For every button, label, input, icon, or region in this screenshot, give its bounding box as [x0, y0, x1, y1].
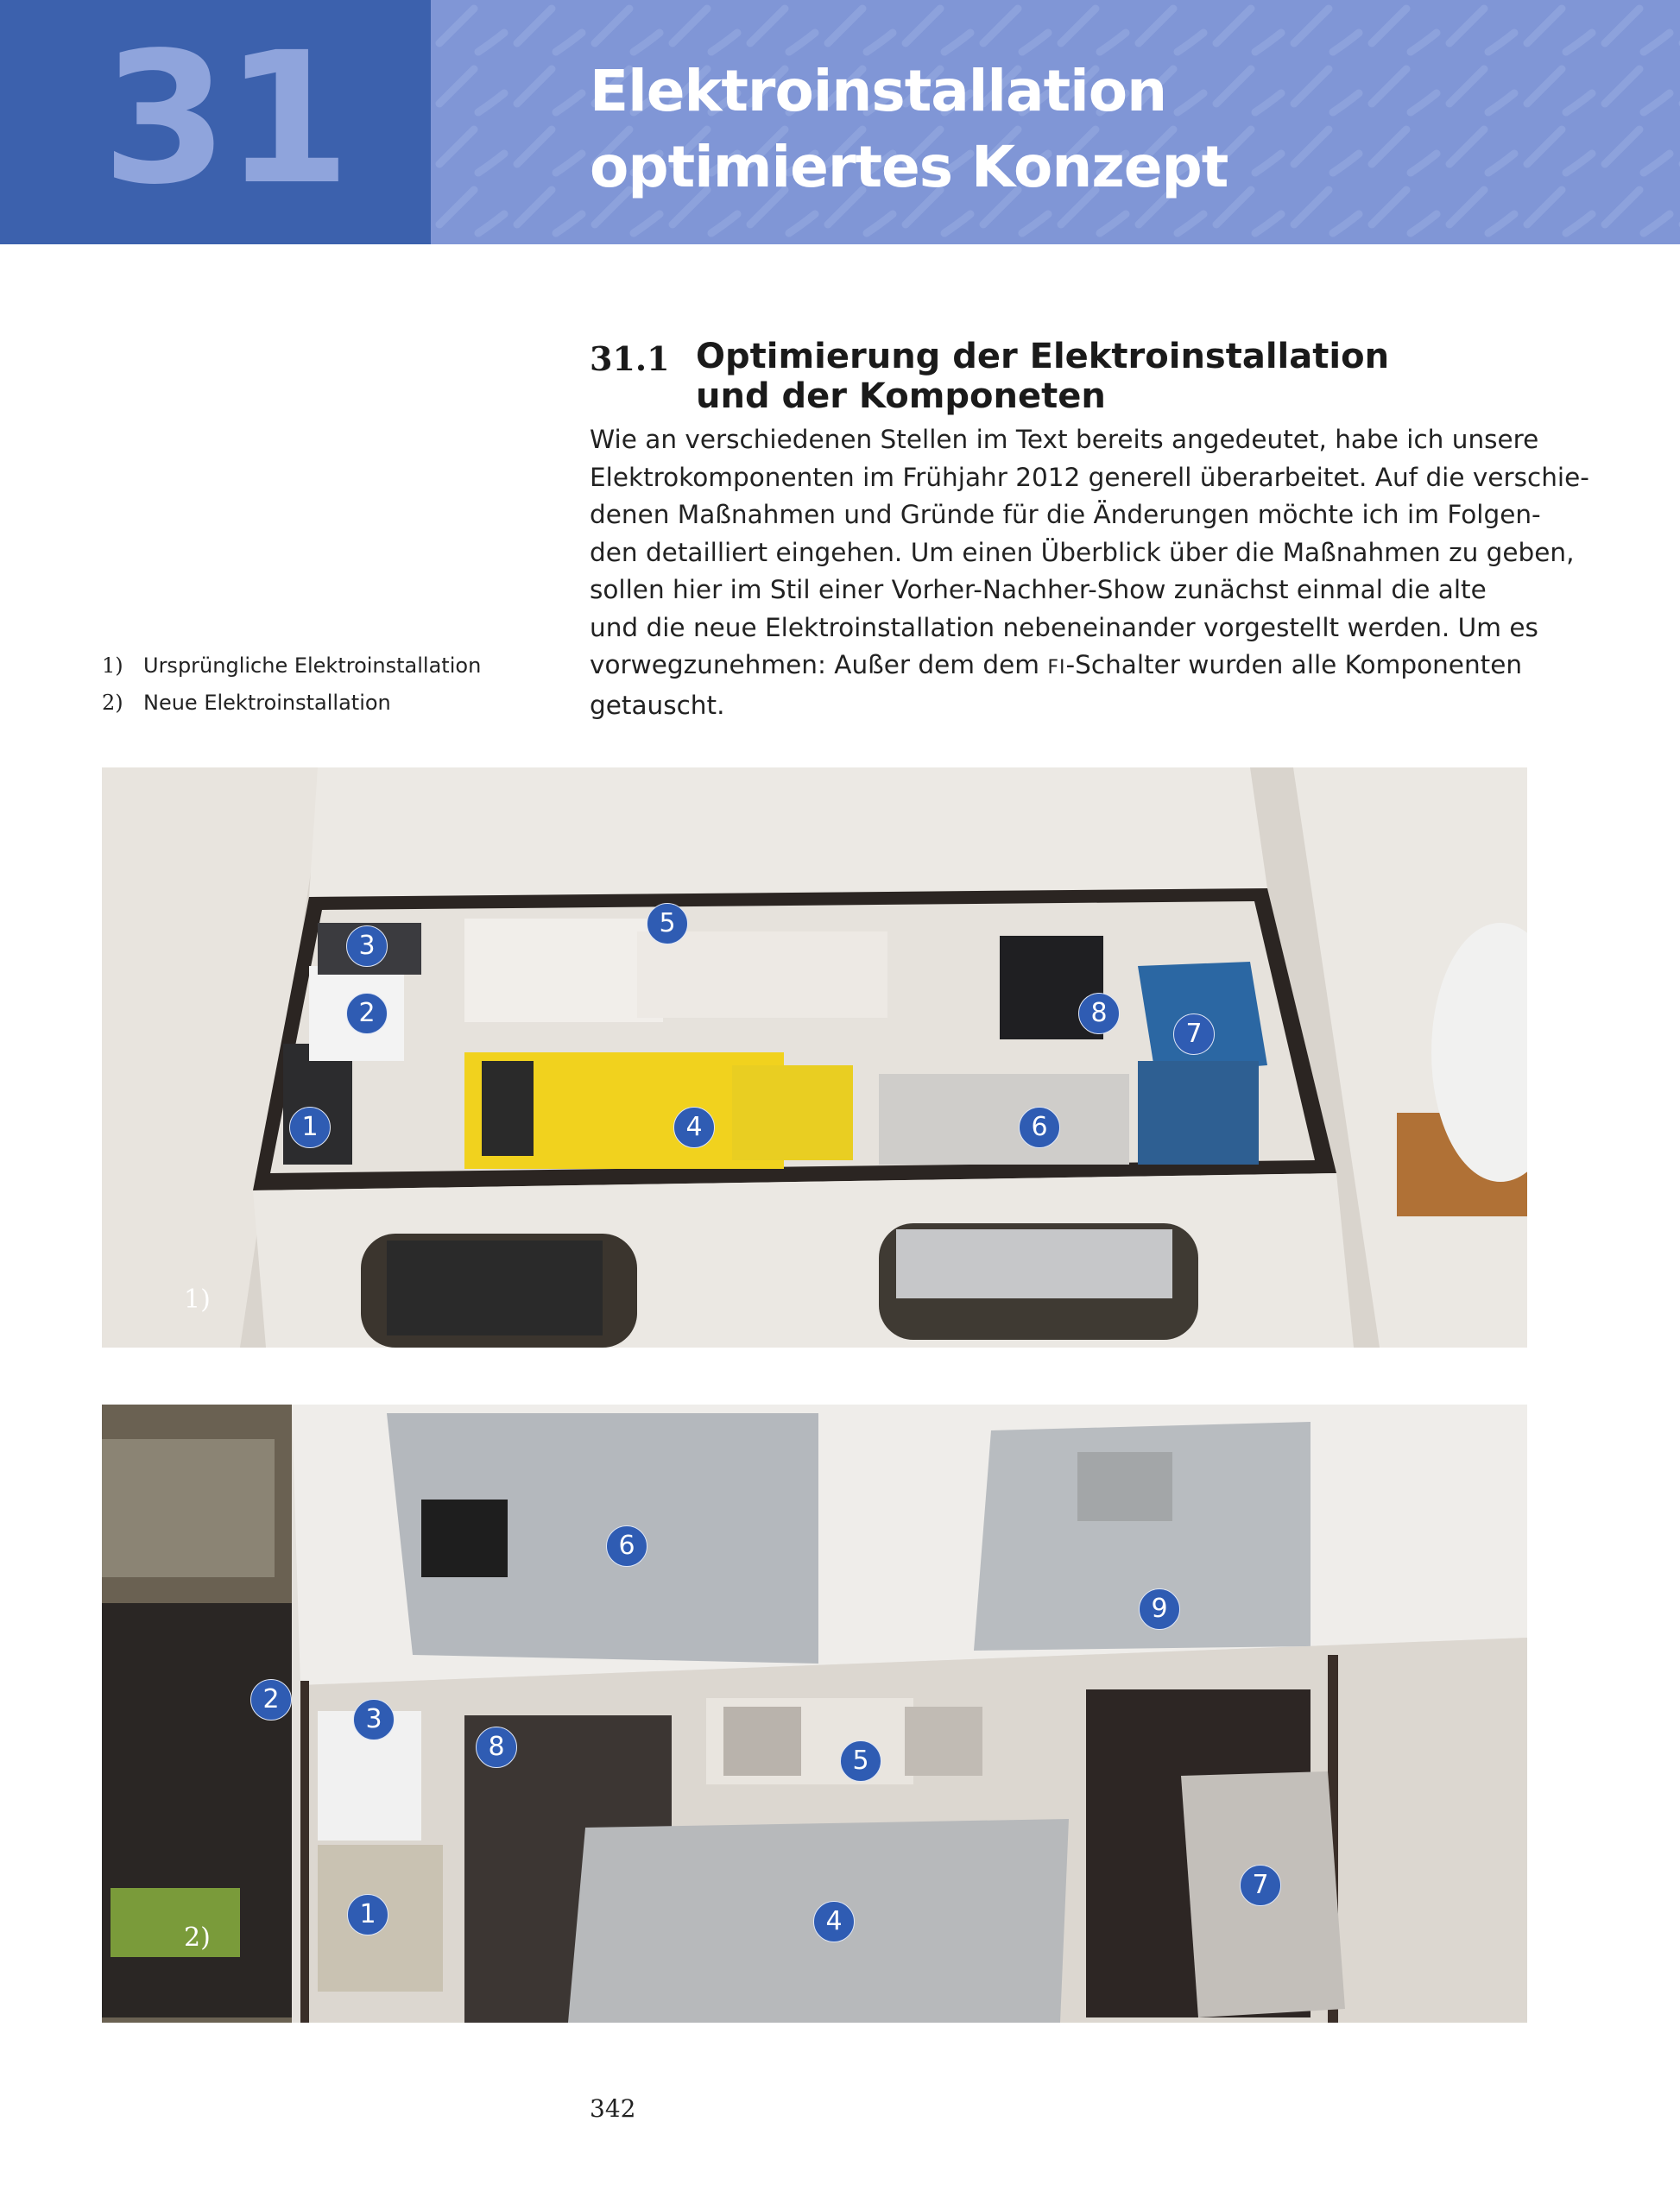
section-number: 31.1	[590, 339, 670, 378]
caption-text: Neue Elektroinstallation	[143, 691, 391, 715]
chapter-number-block	[0, 0, 431, 244]
section-title	[696, 337, 1389, 416]
body-line: sollen hier im Stil einer Vorher-Nachher-Show zunächst einmal die alte	[590, 575, 1487, 604]
body-line: den detailliert eingehen. Um einen Überblick über die Maßnahmen zu geben,	[590, 537, 1575, 567]
photo-original-illustration	[102, 767, 1527, 1348]
caption-item	[102, 647, 481, 685]
marker-6: 6	[606, 1525, 647, 1567]
marker-7: 7	[1173, 1013, 1215, 1055]
marker-4: 4	[673, 1107, 715, 1148]
body-text-run: vorwegzunehmen: Außer dem dem	[590, 650, 1048, 679]
caption-number: 1)	[102, 654, 123, 678]
chapter-number: 31	[102, 13, 348, 224]
marker-5: 5	[840, 1740, 881, 1782]
chapter-title	[590, 54, 1228, 205]
marker-3: 3	[346, 925, 388, 967]
marker-1: 1	[347, 1894, 388, 1935]
marker-6: 6	[1019, 1107, 1060, 1148]
caption-text: Ursprüngliche Elektroinstallation	[143, 654, 482, 678]
marker-5: 5	[647, 903, 688, 944]
photo-original-installation	[102, 767, 1527, 1348]
body-line: denen Maßnahmen und Gründe für die Änderungen möchte ich im Folgen-	[590, 500, 1541, 529]
section-title-line: und der Komponeten	[696, 376, 1106, 416]
fi-abbreviation: FI	[1047, 657, 1066, 679]
marker-7: 7	[1240, 1865, 1281, 1906]
figure-captions	[102, 647, 481, 722]
marker-2: 2	[250, 1679, 292, 1721]
section-title-line: Optimierung der Elektroinstallation	[696, 337, 1390, 376]
marker-2: 2	[346, 993, 388, 1034]
chapter-title-line: optimiertes Konzept	[590, 134, 1228, 200]
marker-8: 8	[1078, 993, 1120, 1034]
body-line: und die neue Elektroinstallation nebeneinander vorgestellt werden. Um es	[590, 612, 1538, 642]
body-line: Wie an verschiedenen Stellen im Text bereits angedeutet, habe ich unsere	[590, 425, 1539, 454]
body-paragraph	[590, 421, 1589, 724]
chapter-title-line: Elektroinstallation	[590, 58, 1167, 124]
body-line	[590, 647, 1539, 687]
marker-1: 1	[289, 1107, 331, 1148]
caption-item	[102, 685, 481, 722]
page-number: 342	[590, 2094, 636, 2123]
body-text-run: -Schalter wurden alle Komponenten	[1065, 650, 1523, 679]
body-line: getauscht.	[590, 690, 725, 720]
marker-8: 8	[476, 1727, 517, 1768]
photo-label: 1)	[184, 1285, 211, 1315]
photo-label: 2)	[184, 1923, 211, 1953]
marker-9: 9	[1139, 1588, 1180, 1630]
body-line: Elektrokomponenten im Frühjahr 2012 generell überarbeitet. Auf die verschie-	[590, 462, 1589, 492]
marker-4: 4	[813, 1901, 855, 1942]
photo-new-installation	[102, 1405, 1527, 2023]
marker-3: 3	[353, 1699, 395, 1740]
caption-number: 2)	[102, 691, 123, 715]
